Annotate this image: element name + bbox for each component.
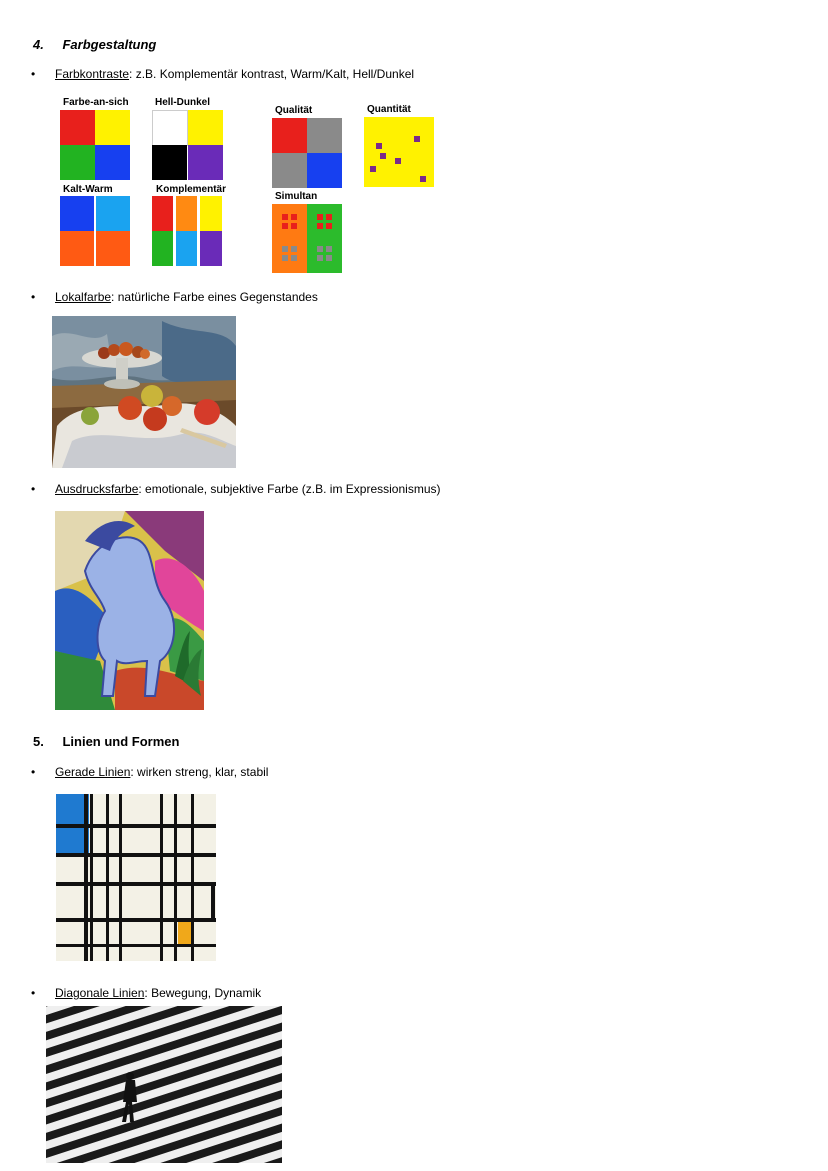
dot bbox=[370, 166, 376, 172]
tile-yellow-field bbox=[364, 117, 434, 187]
tile-red bbox=[60, 110, 95, 145]
tile-blue bbox=[307, 153, 342, 188]
description: : emotionale, subjektive Farbe (z.B. im Expressionismus) bbox=[138, 482, 441, 496]
tile-blue bbox=[95, 145, 130, 180]
tile-orange bbox=[176, 196, 197, 231]
straight-lines-painting bbox=[56, 794, 216, 961]
bullet-gerade-linien bbox=[31, 765, 268, 779]
tile-orange bbox=[96, 231, 130, 266]
tile-orange-field bbox=[272, 204, 307, 273]
tile-red bbox=[152, 196, 173, 231]
term-ausdrucksfarbe: Ausdrucksfarbe bbox=[55, 482, 139, 496]
square bbox=[291, 255, 297, 261]
square bbox=[317, 223, 323, 229]
square bbox=[282, 223, 288, 229]
tile-black bbox=[152, 145, 187, 180]
description: : z.B. Komplementär kontrast, Warm/Kalt, Hell/Dunkel bbox=[129, 67, 415, 81]
square bbox=[326, 255, 332, 261]
label-qualitaet: Qualität bbox=[275, 105, 313, 116]
section-number: 4. bbox=[33, 37, 44, 52]
section-title: Farbgestaltung bbox=[62, 37, 157, 52]
description: : natürliche Farbe eines Gegenstandes bbox=[111, 290, 318, 304]
tile-green bbox=[60, 145, 95, 180]
square bbox=[317, 214, 323, 220]
square bbox=[291, 214, 297, 220]
tile-white bbox=[152, 110, 188, 146]
blue-horse-painting bbox=[55, 511, 204, 710]
bullet-symbol: • bbox=[31, 986, 36, 1000]
bullet-ausdrucksfarbe bbox=[31, 482, 440, 496]
square bbox=[326, 223, 332, 229]
tile-yellow bbox=[95, 110, 130, 145]
section-4-heading bbox=[33, 37, 156, 52]
square bbox=[282, 214, 288, 220]
dot bbox=[420, 176, 426, 182]
diagonal-lines-photo bbox=[46, 1006, 282, 1163]
square bbox=[326, 214, 332, 220]
square bbox=[317, 246, 323, 252]
still-life-painting bbox=[52, 316, 236, 468]
tile-green-field bbox=[307, 204, 342, 273]
tile-yellow bbox=[188, 110, 223, 145]
bullet-symbol: • bbox=[31, 765, 36, 779]
dot bbox=[376, 143, 382, 149]
term-farbkontraste: Farbkontraste bbox=[55, 67, 130, 81]
tile-yellow bbox=[200, 196, 222, 231]
section-5-heading bbox=[33, 734, 179, 749]
term-diagonale-linien: Diagonale Linien bbox=[55, 986, 145, 1000]
bullet-diagonale-linien bbox=[31, 986, 261, 1000]
tile-green bbox=[152, 231, 173, 266]
dot bbox=[395, 158, 401, 164]
label-simultan: Simultan bbox=[275, 191, 318, 202]
bullet-symbol: • bbox=[31, 290, 36, 304]
square bbox=[317, 255, 323, 261]
section-title: Linien und Formen bbox=[62, 734, 180, 749]
tile-purple bbox=[188, 145, 223, 180]
label-kalt-warm: Kalt-Warm bbox=[63, 184, 113, 195]
bullet-symbol: • bbox=[31, 482, 36, 496]
square bbox=[326, 246, 332, 252]
bullet-farbkontraste bbox=[31, 67, 414, 81]
square bbox=[291, 246, 297, 252]
tile-sky bbox=[176, 231, 197, 266]
square bbox=[282, 246, 288, 252]
tile-gray bbox=[307, 118, 342, 153]
term-gerade-linien: Gerade Linien bbox=[55, 765, 131, 779]
dot bbox=[414, 136, 420, 142]
label-quantitaet: Quantität bbox=[367, 104, 411, 115]
bullet-symbol: • bbox=[31, 67, 36, 81]
square bbox=[291, 223, 297, 229]
label-komplementaer: Komplementär bbox=[156, 184, 227, 195]
term-lokalfarbe: Lokalfarbe bbox=[55, 290, 112, 304]
section-number: 5. bbox=[33, 734, 44, 749]
tile-red bbox=[272, 118, 307, 153]
dot bbox=[380, 153, 386, 159]
description: : wirken streng, klar, stabil bbox=[130, 765, 269, 779]
label-hell-dunkel: Hell-Dunkel bbox=[155, 97, 211, 108]
square bbox=[282, 255, 288, 261]
bullet-lokalfarbe bbox=[31, 290, 318, 304]
description: : Bewegung, Dynamik bbox=[144, 986, 262, 1000]
tile-sky bbox=[96, 196, 130, 231]
tile-orange bbox=[60, 231, 94, 266]
tile-purple bbox=[200, 231, 222, 266]
tile-gray bbox=[272, 153, 307, 188]
tile-blue bbox=[60, 196, 94, 231]
label-farbe-an-sich: Farbe-an-sich bbox=[63, 97, 129, 108]
